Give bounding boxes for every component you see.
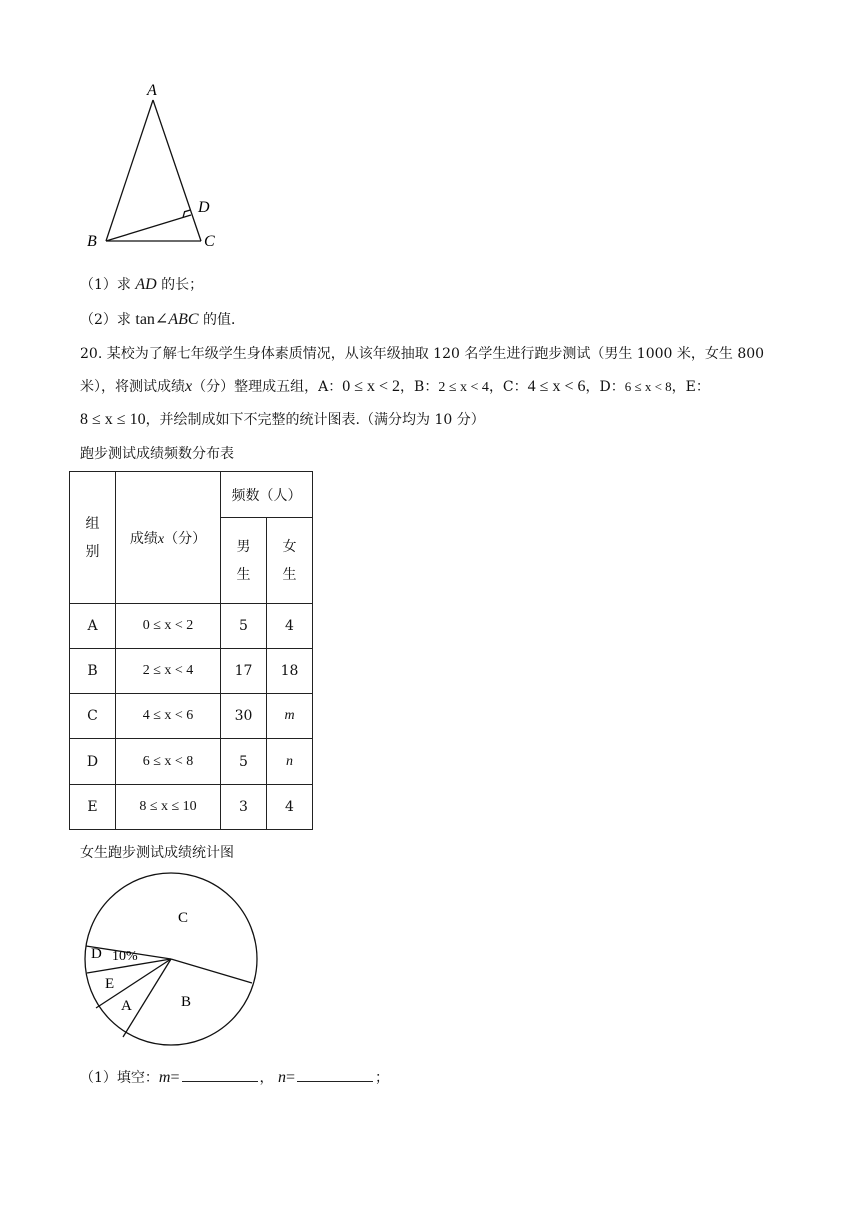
fill-n-eq: = [285,1069,295,1086]
row-b-male: 17 [221,649,267,694]
row-b-group: B [70,649,116,694]
header-score-x: x [157,531,165,547]
vertex-d-label: D [198,199,210,216]
fill-n-var: n [277,1069,286,1086]
table-row [70,604,313,649]
pie-label-e: E [105,976,115,992]
header-female [267,518,313,604]
pie-label-c: C [178,910,189,926]
frequency-table [69,471,313,830]
header-male [221,518,267,604]
q20-line3 [80,410,485,430]
q20-range-b: 2 ≤ x < 4 [438,380,489,395]
q19-part2-func: tan [135,311,155,328]
table-title: 跑步测试成绩频数分布表 [80,446,234,462]
q20-range-e: 8 ≤ x ≤ 10 [80,411,146,428]
pie-chart [80,870,260,1050]
header-score [116,472,221,604]
q19-part2-angle: ∠ [154,311,169,328]
fill-in-line [80,1067,389,1088]
table-row [70,739,313,785]
q19-part2-var: ABC [168,311,199,328]
q20-line2-a: 米），将测试成绩 [80,379,185,395]
row-b-female: 18 [267,649,313,694]
row-e-range: 8 ≤ x ≤ 10 [116,785,221,830]
q20-line2-e: ，D： [585,379,625,395]
row-d-group: D [70,739,116,785]
q20-line2 [80,377,710,398]
vertex-b-label: B [87,233,97,250]
row-d-range: 6 ≤ x < 8 [116,739,221,785]
header-score-suffix: （分） [164,530,207,547]
row-c-male: 30 [221,694,267,739]
q20-range-c: 4 ≤ x < 6 [527,378,586,395]
row-e-male: 3 [221,785,267,830]
q20-line2-f: ，E： [671,379,710,395]
header-group-char1: 组 [85,515,100,532]
q20-range-d: 6 ≤ x < 8 [624,379,672,394]
n-answer-blank[interactable] [297,1067,373,1082]
m-answer-blank[interactable] [182,1067,258,1082]
fill-sep: ， [259,1070,274,1086]
row-d-female: n [267,739,313,785]
pie-label-a: A [121,998,132,1014]
fill-prefix: （1）填空： [80,1070,159,1086]
row-c-group: C [70,694,116,739]
row-e-group: E [70,785,116,830]
q20-line1 [80,344,764,364]
q19-part2-suffix: 的值． [203,312,245,328]
triangle-figure [80,78,230,258]
row-b-range: 2 ≤ x < 4 [116,649,221,694]
vertex-c-label: C [204,233,215,250]
q19-part1-var: AD [135,276,157,293]
header-female-char1: 女 [282,538,297,555]
row-d-male: 5 [221,739,267,785]
row-a-group: A [70,604,116,649]
q19-part1 [80,275,203,295]
q20-line1-text: 20. 某校为了解七年级学生身体素质情况，从该年级抽取 120 名学生进行跑步测试（男生 1000 米，女生 800 [80,346,765,362]
q19-part2-prefix: （2）求 [80,312,131,328]
pie-title: 女生跑步测试成绩统计图 [80,845,234,861]
table-row [70,649,313,694]
q19-part2 [80,310,245,330]
pie-label-d-pct: 10% [112,949,138,964]
vertex-a-label: A [147,82,157,99]
q20-line3-rest: ，并绘制成如下不完整的统计图表.（满分均为 10 分） [145,412,485,428]
header-male-char1: 男 [236,538,251,555]
q20-line2-d: ，C： [488,379,528,395]
pie-label-d: D [91,946,102,962]
q20-line2-b: （分）整理成五组，A： [192,379,343,395]
q20-line2-c: ，B： [400,379,439,395]
q20-line2-x: x [185,378,193,395]
row-a-female: 4 [267,604,313,649]
fill-m-eq: = [170,1069,180,1086]
row-c-range: 4 ≤ x < 6 [116,694,221,739]
row-c-female: m [267,694,313,739]
header-male-char2: 生 [236,566,251,583]
table-row [70,694,313,739]
header-group-char2: 别 [85,543,100,560]
header-female-char2: 生 [282,566,297,583]
q19-part1-prefix: （1）求 [80,277,131,293]
header-score-prefix: 成绩 [129,530,158,547]
fill-end: ； [375,1070,389,1086]
row-a-male: 5 [221,604,267,649]
q19-part1-suffix: 的长； [161,277,204,293]
fill-m-var: m [158,1069,171,1086]
row-e-female: 4 [267,785,313,830]
header-group [70,472,116,604]
header-freq: 频数（人） [221,472,313,518]
table-row [70,785,313,830]
pie-label-b: B [181,994,192,1010]
row-a-range: 0 ≤ x < 2 [116,604,221,649]
q20-range-a: 0 ≤ x < 2 [342,378,401,395]
